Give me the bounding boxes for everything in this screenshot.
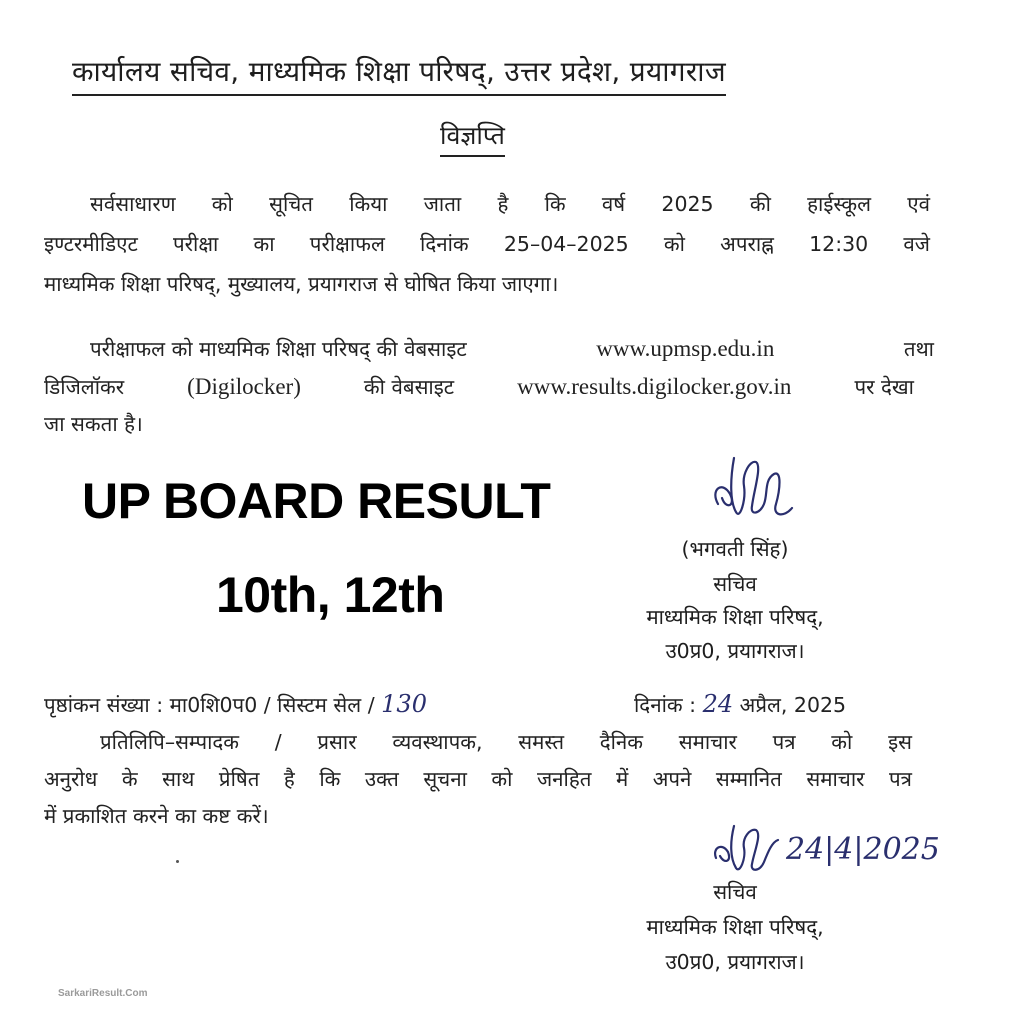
- paragraph2-line1-tail: तथा: [903, 337, 934, 361]
- digilocker-english: (Digilocker): [187, 374, 301, 399]
- handwritten-date: 24|4|2025: [786, 832, 940, 867]
- paragraph2-line2-text: की वेबसाइट: [363, 375, 455, 399]
- digilocker-url: www.results.digilocker.gov.in: [517, 374, 792, 399]
- paragraph3-line1: प्रतिलिपि–सम्पादक / प्रसार व्यवस्थापक, समस्त दैनिक समाचार पत्र को इस: [100, 730, 912, 754]
- reference-label: पृष्ठांकन संख्या : मा0शि0प0 / सिस्टम सेल /: [44, 693, 375, 717]
- signatory2-place: उ0प्र0, प्रयागराज।: [665, 950, 805, 974]
- paragraph2-line1-text: परीक्षाफल को माध्यमिक शिक्षा परिषद् की वेबसाइट: [90, 337, 467, 361]
- paragraph1-line1: सर्वसाधारण को सूचित किया जाता है कि वर्ष 2025 की हाईस्कूल एवं: [90, 192, 930, 216]
- notice-title: विज्ञप्ति: [440, 118, 505, 157]
- signature-mark-1: [700, 450, 810, 530]
- overlay-headline: UP BOARD RESULT: [82, 473, 551, 529]
- paragraph1-line2: इण्टरमीडिएट परीक्षा का परीक्षाफल दिनांक 25–04–2025 को अपराह्न 12:30 वजे: [44, 232, 930, 256]
- paragraph2-line3: जा सकता है।: [44, 412, 143, 436]
- speck: [176, 860, 179, 863]
- reference-date-day: 24: [702, 690, 734, 718]
- paragraph2-line2: [44, 373, 914, 401]
- reference-date-rest: अप्रैल, 2025: [739, 693, 847, 717]
- watermark: SarkariResult.Com: [58, 988, 148, 999]
- signatory2-designation: सचिव: [713, 880, 757, 904]
- signatory-name: (भगवती सिंह): [681, 537, 789, 561]
- reference-number: [44, 690, 427, 719]
- digilocker-hindi: डिजिलॉकर: [44, 375, 125, 399]
- signatory-place: उ0प्र0, प्रयागराज।: [665, 639, 805, 663]
- office-title: कार्यालय सचिव, माध्यमिक शिक्षा परिषद्, उत्तर प्रदेश, प्रयागराज: [72, 52, 726, 96]
- overlay-subheadline: 10th, 12th: [216, 567, 445, 623]
- paragraph3-line2: अनुरोध के साथ प्रेषित है कि उक्त सूचना को जनहित में अपने सम्मानित समाचार पत्र: [44, 767, 912, 791]
- upmsp-url: www.upmsp.edu.in: [596, 336, 775, 361]
- paragraph1-line3: माध्यमिक शिक्षा परिषद्, मुख्यालय, प्रयागराज से घोषित किया जाएगा।: [44, 272, 559, 296]
- reference-date-label: दिनांक :: [634, 693, 697, 717]
- reference-date: [634, 690, 846, 719]
- paragraph2-line1: [90, 335, 934, 363]
- paragraph3-line3: में प्रकाशित करने का कष्ट करें।: [44, 804, 269, 828]
- signatory2-org: माध्यमिक शिक्षा परिषद्,: [646, 915, 824, 939]
- paragraph2-line2-tail: पर देखा: [854, 375, 914, 399]
- signature-mark-2: [706, 818, 790, 882]
- signatory-designation: सचिव: [713, 572, 757, 596]
- reference-number-handwritten: 130: [381, 690, 427, 718]
- signatory-org: माध्यमिक शिक्षा परिषद्,: [646, 605, 824, 629]
